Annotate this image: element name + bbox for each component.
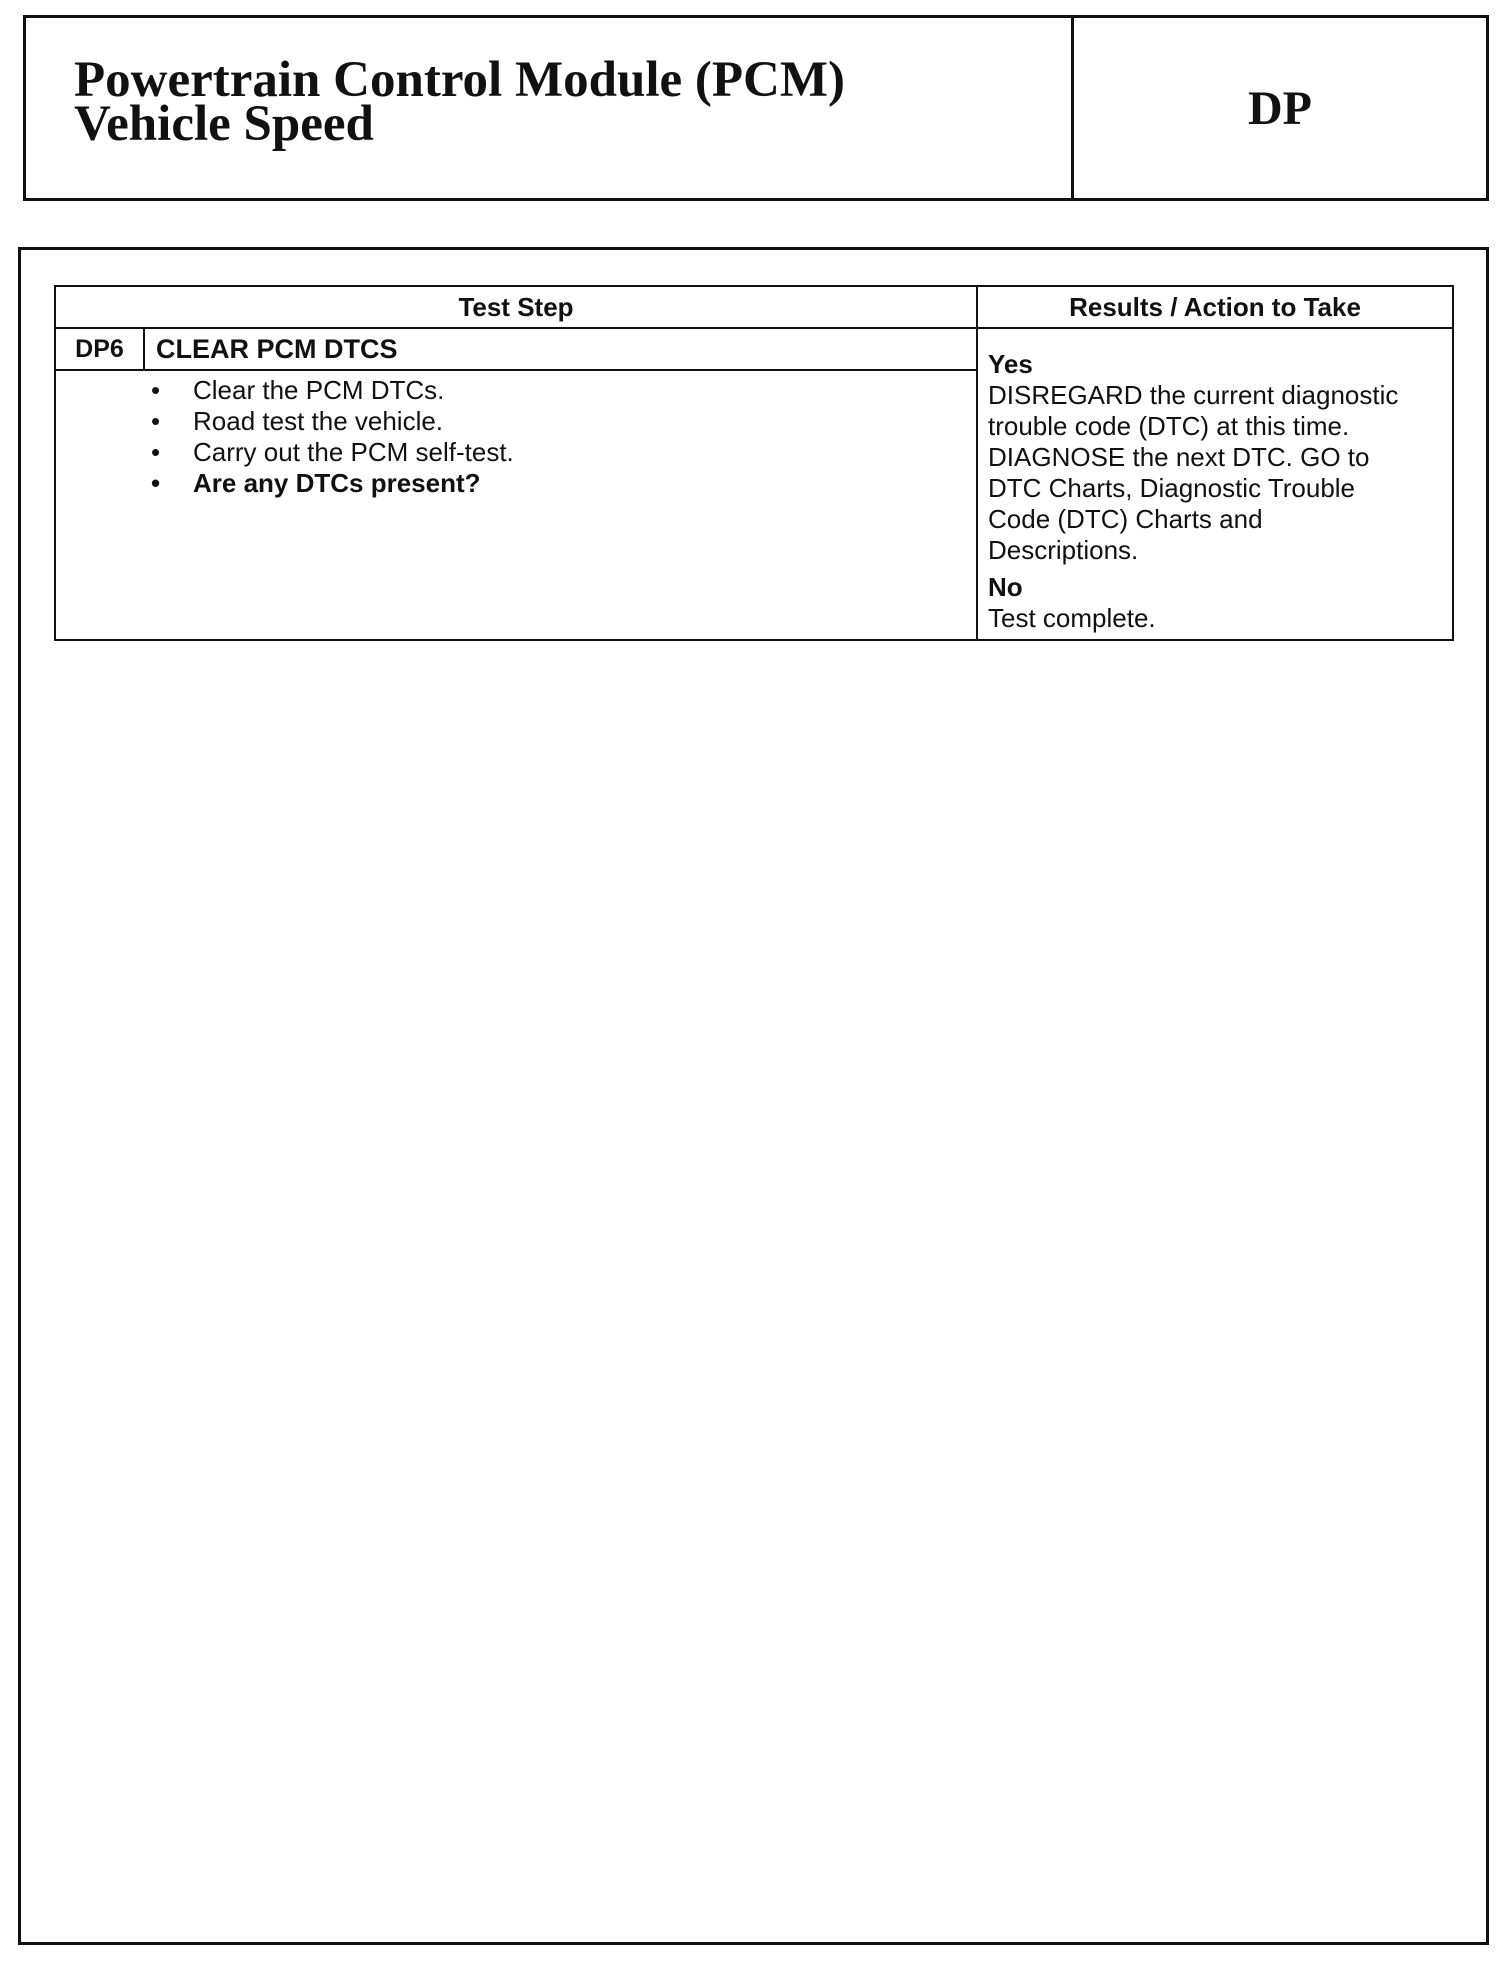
page-title xyxy=(74,52,845,152)
yes-action-line: DIAGNOSE the next DTC. GO to xyxy=(988,442,1370,472)
step-id-divider xyxy=(143,329,145,369)
step-actions-list xyxy=(151,375,514,499)
step-action: • Carry out the PCM self-test. xyxy=(151,437,514,468)
yes-action-line: DTC Charts, Diagnostic Trouble xyxy=(988,473,1356,503)
yes-action-line: trouble code (DTC) at this time. xyxy=(988,411,1350,441)
test-step-table xyxy=(54,285,1454,641)
no-action-text: Test complete. xyxy=(988,603,1156,633)
step-id: DP6 xyxy=(75,334,124,363)
step-action: • Road test the vehicle. xyxy=(151,406,514,437)
title-line-1: Powertrain Control Module (PCM) xyxy=(74,52,845,108)
column-divider xyxy=(976,287,978,639)
column-header-test-step: Test Step xyxy=(458,291,574,322)
section-code: DP xyxy=(1248,81,1312,135)
column-header-results: Results / Action to Take xyxy=(1069,291,1361,322)
no-label: No xyxy=(988,572,1023,602)
step-title: CLEAR PCM DTCS xyxy=(156,333,398,364)
yes-label: Yes xyxy=(988,349,1033,379)
title-line-2: Vehicle Speed xyxy=(74,96,374,152)
yes-action-line: Descriptions. xyxy=(988,535,1139,565)
header-box xyxy=(23,15,1489,201)
step-question: • Are any DTCs present? xyxy=(151,468,514,499)
step-action: • Clear the PCM DTCs. xyxy=(151,375,514,406)
yes-action-line: Code (DTC) Charts and xyxy=(988,504,1263,534)
yes-action-line: DISREGARD the current diagnostic xyxy=(988,380,1399,410)
step-title-rule xyxy=(56,369,976,371)
results-cell xyxy=(988,349,1448,634)
